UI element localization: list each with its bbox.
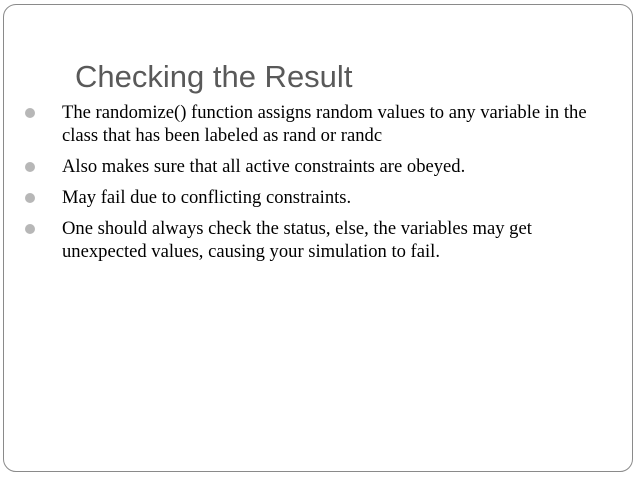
bullet-text: May fail due to conflicting constraints. bbox=[62, 187, 352, 208]
bullet-dot-icon bbox=[25, 193, 35, 203]
bullet-item bbox=[62, 155, 602, 178]
bullet-item bbox=[62, 217, 602, 263]
bullet-text: Also makes sure that all active constraints are obeyed. bbox=[62, 156, 466, 177]
slide-title: Checking the Result bbox=[75, 59, 353, 94]
bullet-item bbox=[62, 186, 602, 209]
bullet-text: The randomize() function assigns random values to any variable in the class that has been labeled as rand or randc bbox=[62, 102, 587, 146]
slide-frame bbox=[3, 4, 633, 472]
bullet-item bbox=[62, 101, 602, 147]
bullet-dot-icon bbox=[25, 108, 35, 118]
bullet-list bbox=[62, 101, 602, 271]
bullet-text: One should always check the status, else, the variables may get unexpected values, causing your simulation to fail. bbox=[62, 218, 532, 262]
bullet-dot-icon bbox=[25, 224, 35, 234]
bullet-dot-icon bbox=[25, 162, 35, 172]
